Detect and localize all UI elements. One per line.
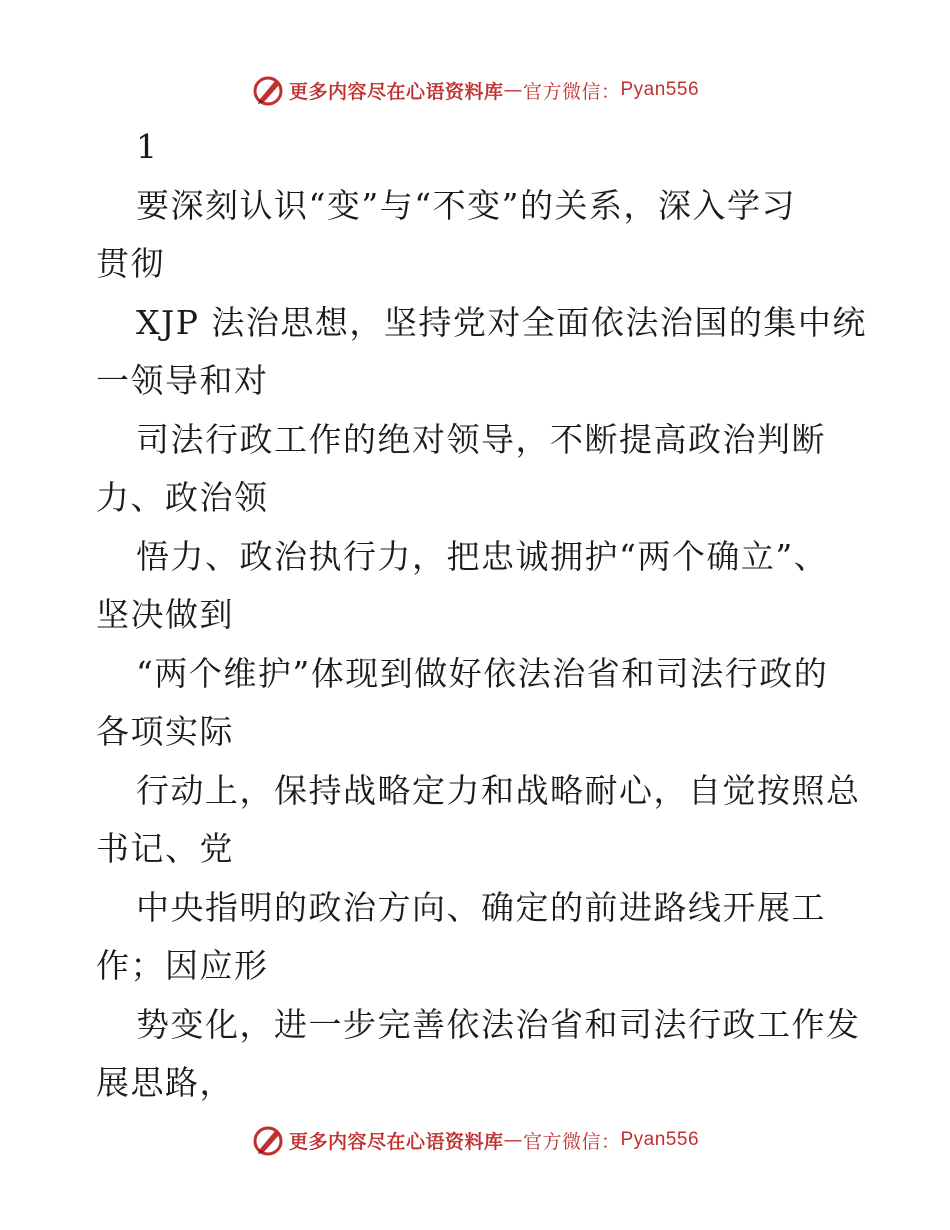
pen-logo-icon bbox=[251, 1123, 285, 1157]
banner-wechat-label: 官方微信： bbox=[522, 1130, 621, 1153]
banner-wechat-label: 官方微信： bbox=[522, 80, 621, 103]
pen-logo-icon bbox=[251, 73, 285, 107]
text-line: 贯彻 bbox=[96, 244, 165, 283]
banner-dash: — bbox=[503, 79, 523, 101]
text-line: XJP 法治思想，坚持党对全面依法治国的集中统 bbox=[136, 302, 867, 342]
banner-brand-text: 更多内容尽在心语资料库 bbox=[288, 80, 504, 103]
text-line: 势变化，进一步完善依法治省和司法行政工作发 bbox=[136, 1004, 861, 1044]
text-line: 1 bbox=[136, 127, 159, 166]
text-line: 要深刻认识“变”与“不变”的关系，深入学习 bbox=[136, 185, 796, 225]
text-line: 司法行政工作的绝对领导，不断提高政治判断 bbox=[136, 419, 826, 459]
text-line: 悟力、政治执行力，把忠诚拥护“两个确立”、 bbox=[136, 536, 829, 576]
text-line: 展思路， bbox=[96, 1063, 234, 1102]
banner-brand-text: 更多内容尽在心语资料库 bbox=[288, 1130, 504, 1153]
document-body bbox=[96, 118, 866, 1113]
text-line: 行动上，保持战略定力和战略耐心，自觉按照总 bbox=[136, 770, 861, 810]
banner-account: Pyan556 bbox=[620, 79, 700, 100]
text-line: “两个维护”体现到做好依法治省和司法行政的 bbox=[136, 653, 829, 693]
text-line: 书记、党 bbox=[96, 829, 234, 868]
text-line: 力、政治领 bbox=[96, 478, 269, 517]
text-line: 各项实际 bbox=[96, 712, 234, 751]
header-watermark-banner bbox=[0, 70, 950, 110]
banner-account: Pyan556 bbox=[620, 1129, 700, 1150]
footer-watermark-banner bbox=[0, 1120, 950, 1160]
text-line: 坚决做到 bbox=[96, 595, 234, 634]
text-line: 一领导和对 bbox=[96, 361, 269, 400]
text-line: 作；因应形 bbox=[96, 946, 269, 985]
banner-dash: — bbox=[503, 1129, 523, 1151]
text-line: 中央指明的政治方向、确定的前进路线开展工 bbox=[136, 887, 826, 927]
